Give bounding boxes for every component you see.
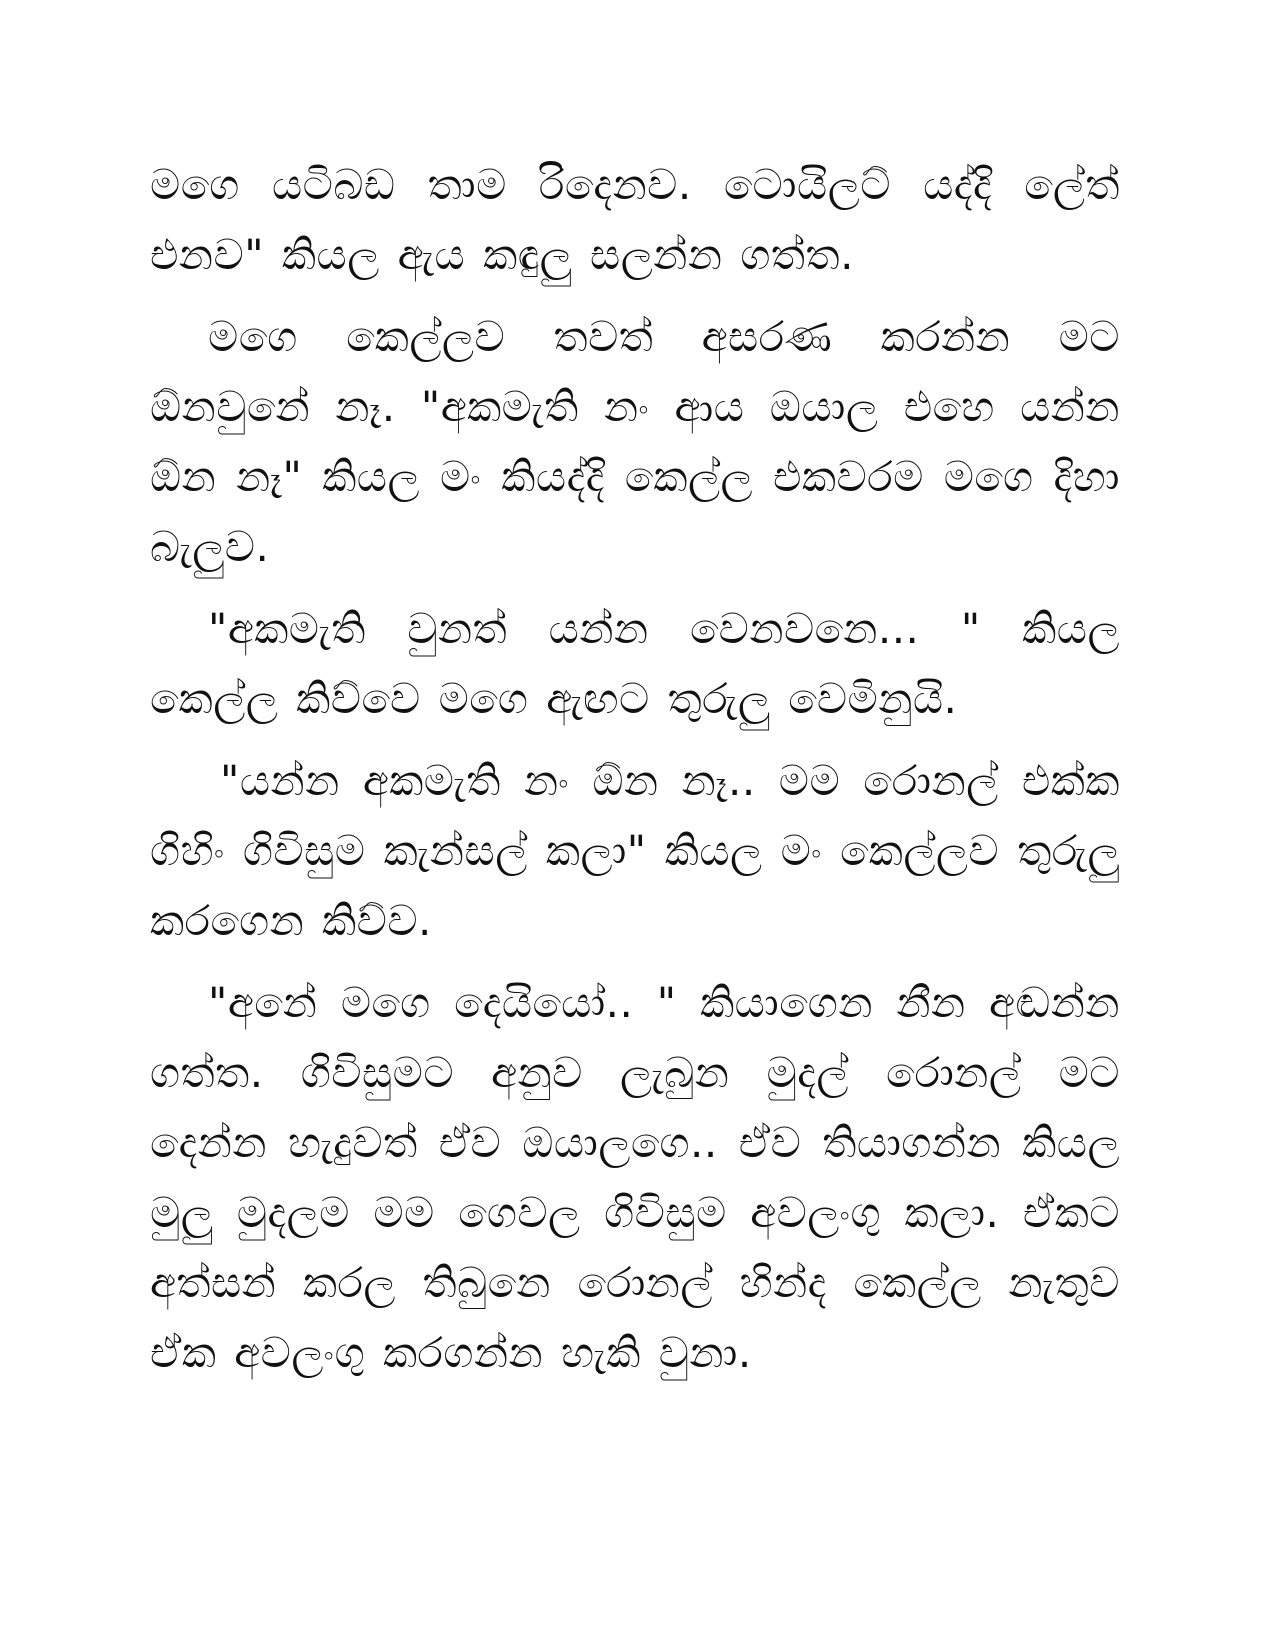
paragraph-5: "අනේ මගෙ දෙයියෝ.. " කියාගෙන නීන අඬන්න ගත්ත. ගිවිසුමට අනුව ලැබුන මුදල් රොනල් මට දෙන්න හැදුවත් ඒව ඔයාලගෙ.. ඒව තියාගන්න කියල මුලු මුදලම මම ගෙවල ගිවිසුම අවලංගු කලා. ඒකට අත්සන් කරල තිබුනෙ රොනල් හින්ද කෙල්ල නැතුව ඒක අවලංගු කරගන්න හැකි වුනා.: [150, 978, 1120, 1377]
paragraph-3: "අකමැති වුනත් යන්න වෙනවනෙ... " කියල කෙල්ල කිව්වෙ මගෙ ඇඟට තුරුලු වෙමිනුයි.: [150, 604, 1120, 723]
paragraph-1: මගෙ යටිබඩ තාම රිදෙනව. ටොයිලට් යද්දි ලේත් එනව" කියල ඇය කඳුලු සලන්න ගත්ත.: [150, 160, 1120, 279]
body-text: [150, 150, 1120, 1400]
paragraph-2: මගෙ කෙල්ලව තවත් අසරණ කරන්න මට ඕනවුනේ නෑ. "අකමැති නං ආය ඔයාල එහෙ යන්න ඕන නෑ" කියල මං කියද්දි කෙල්ල එකවරම මගෙ දිහා බැලුව.: [150, 312, 1120, 571]
paragraph-4: "යන්න අකමැති නං ඕන නෑ.. මම රොනල් එක්ක ගිහිං ගිවිසුම කැන්සල් කලා" කියල මං කෙල්ලව තුරුලු කරගෙන කිව්ව.: [150, 756, 1120, 945]
